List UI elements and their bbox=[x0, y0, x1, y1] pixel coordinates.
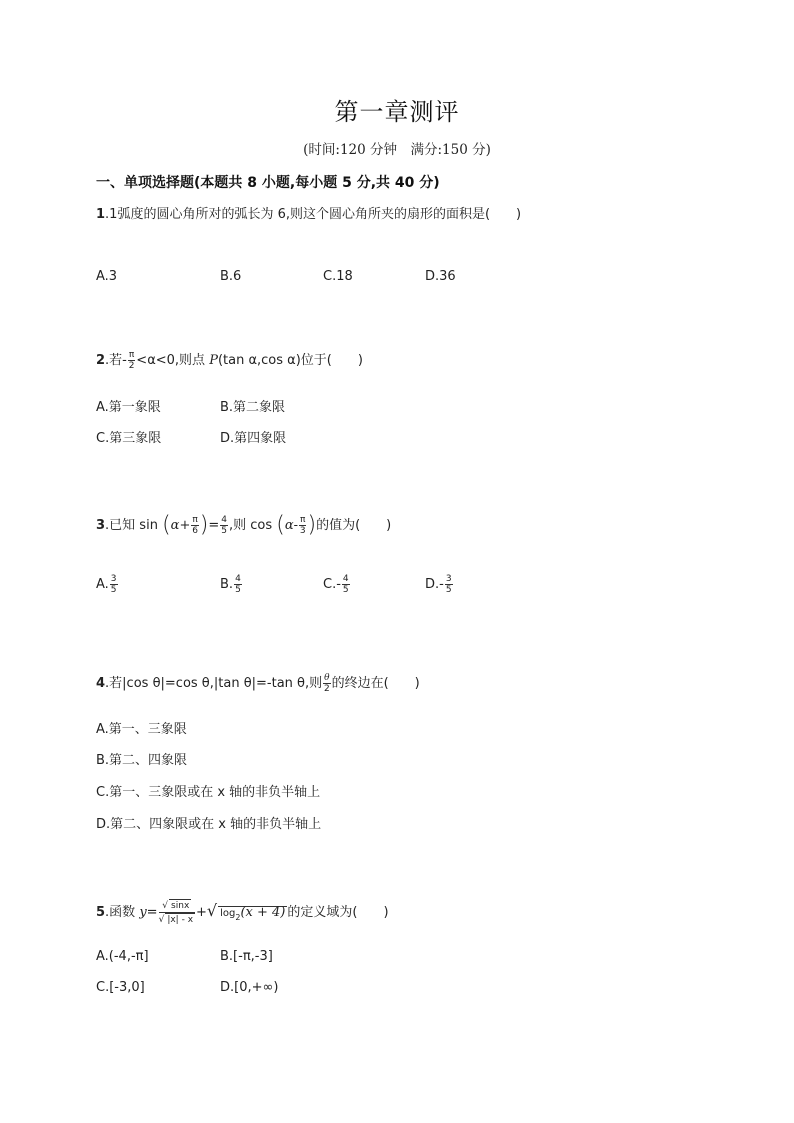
fraction bbox=[299, 515, 306, 536]
log-function: log bbox=[220, 908, 236, 919]
option-prefix: C.- bbox=[323, 577, 341, 592]
option-prefix: A. bbox=[96, 577, 109, 592]
argument-2: α- bbox=[284, 518, 299, 533]
fraction bbox=[323, 673, 330, 694]
question-3 bbox=[96, 512, 392, 538]
stem-suffix: (tan α,cos α)位于( ) bbox=[217, 353, 363, 368]
option-a[interactable]: A.第一、三象限 bbox=[96, 722, 187, 737]
fraction bbox=[342, 574, 350, 595]
fraction bbox=[220, 515, 228, 536]
option-prefix: D.- bbox=[425, 577, 444, 592]
option-d[interactable]: D.36 bbox=[425, 269, 456, 284]
option-b[interactable]: B.6 bbox=[220, 269, 242, 284]
question-5 bbox=[96, 899, 389, 926]
fraction-numerator: 4 bbox=[221, 515, 227, 525]
fraction-denominator: 2 bbox=[323, 684, 330, 694]
question-number: 3 bbox=[96, 518, 106, 533]
question-2 bbox=[96, 350, 363, 371]
fraction-denominator: 5 bbox=[445, 585, 452, 595]
fraction-denominator: 3 bbox=[299, 526, 306, 536]
fraction-numerator: π bbox=[300, 515, 306, 525]
option-d[interactable]: D.第四象限 bbox=[220, 431, 287, 446]
option-c[interactable] bbox=[323, 574, 351, 595]
option-b[interactable]: B.[-π,-3] bbox=[220, 949, 273, 964]
option-c[interactable]: C.第一、三象限或在 x 轴的非负半轴上 bbox=[96, 785, 321, 800]
fraction-numerator: θ bbox=[324, 673, 330, 683]
right-paren: ) bbox=[199, 512, 209, 538]
option-d[interactable]: D.第二、四象限或在 x 轴的非负半轴上 bbox=[96, 817, 322, 832]
stem-prefix: .函数 bbox=[105, 905, 140, 920]
log-base: 2 bbox=[235, 913, 241, 922]
fraction bbox=[234, 574, 242, 595]
fraction-denominator: 5 bbox=[110, 585, 117, 595]
option-c[interactable]: C.18 bbox=[323, 269, 353, 284]
option-d[interactable] bbox=[425, 574, 454, 595]
option-d[interactable]: D.[0,+∞) bbox=[220, 980, 279, 995]
fraction bbox=[128, 350, 135, 371]
section-heading: 一、单项选择题(本题共 8 小题,每小题 5 分,共 40 分) bbox=[96, 175, 440, 191]
option-b[interactable] bbox=[220, 574, 243, 595]
question-number: 4 bbox=[96, 676, 106, 691]
stem-prefix: .若- bbox=[105, 353, 127, 368]
left-paren: ( bbox=[162, 512, 171, 538]
question-stem: .1弧度的圆心角所对的弧长为 6,则这个圆心角所夹的扇形的面积是( ) bbox=[105, 207, 522, 222]
stem-prefix: .若|cos θ|=cos θ,|tan θ|=-tan θ,则 bbox=[105, 676, 323, 691]
stem-prefix: .已知 sin bbox=[105, 518, 158, 533]
stem-suffix: 的定义域为( ) bbox=[287, 905, 389, 920]
function-variable: y bbox=[139, 905, 147, 920]
radical-sign: √ bbox=[206, 901, 218, 920]
question-4 bbox=[96, 673, 420, 694]
fraction-denominator: 5 bbox=[221, 526, 227, 536]
fraction bbox=[159, 899, 195, 926]
argument-1: α+ bbox=[170, 518, 191, 533]
exam-info: (时间:120 分钟 满分:150 分) bbox=[303, 142, 491, 158]
option-c[interactable]: C.[-3,0] bbox=[96, 980, 145, 995]
fraction bbox=[191, 515, 198, 536]
option-prefix: B. bbox=[220, 577, 234, 592]
left-paren: ( bbox=[276, 512, 285, 538]
fraction-denominator: 5 bbox=[342, 585, 349, 595]
option-a[interactable]: A.(-4,-π] bbox=[96, 949, 149, 964]
equals-sign: = bbox=[208, 518, 220, 533]
fraction bbox=[445, 574, 453, 595]
fraction-numerator: √ sinx bbox=[159, 899, 195, 913]
question-number: 2 bbox=[96, 353, 106, 368]
fraction-denominator: √ |x| - x bbox=[158, 915, 194, 925]
fraction-denominator: 2 bbox=[128, 361, 135, 371]
equals-sign: = bbox=[146, 905, 158, 920]
option-a[interactable]: A.3 bbox=[96, 269, 118, 284]
question-number: 5 bbox=[96, 905, 106, 920]
fraction-denominator: 6 bbox=[192, 526, 198, 536]
fraction-numerator: 3 bbox=[110, 574, 117, 584]
fraction bbox=[110, 574, 118, 595]
fraction-numerator: π bbox=[128, 350, 135, 360]
option-c[interactable]: C.第三象限 bbox=[96, 431, 162, 446]
question-number: 1 bbox=[96, 207, 106, 222]
question-1 bbox=[96, 205, 521, 225]
fraction-numerator: 4 bbox=[235, 574, 241, 584]
stem-middle: <α<0,则点 bbox=[136, 353, 210, 368]
option-b[interactable]: B.第二象限 bbox=[220, 400, 286, 415]
page-title: 第一章测评 bbox=[334, 98, 460, 126]
right-paren: ) bbox=[307, 512, 317, 538]
fraction-numerator: π bbox=[192, 515, 198, 525]
sqrt-numerator: sinx bbox=[171, 901, 190, 911]
fraction-numerator: 3 bbox=[445, 574, 452, 584]
stem-suffix: 的终边在( ) bbox=[331, 676, 420, 691]
option-a[interactable] bbox=[96, 574, 119, 595]
option-a[interactable]: A.第一象限 bbox=[96, 400, 161, 415]
plus-sign: + bbox=[196, 905, 207, 920]
stem-middle: ,则 cos bbox=[229, 518, 273, 533]
option-b[interactable]: B.第二、四象限 bbox=[96, 753, 188, 768]
log-argument: (x + 4) bbox=[240, 905, 286, 920]
stem-suffix: 的值为( ) bbox=[316, 518, 392, 533]
fraction-numerator: 4 bbox=[342, 574, 349, 584]
sqrt-log bbox=[218, 906, 287, 924]
fraction-denominator: 5 bbox=[235, 585, 241, 595]
point-label: P bbox=[209, 353, 218, 368]
sqrt-denominator: |x| - x bbox=[167, 915, 194, 925]
